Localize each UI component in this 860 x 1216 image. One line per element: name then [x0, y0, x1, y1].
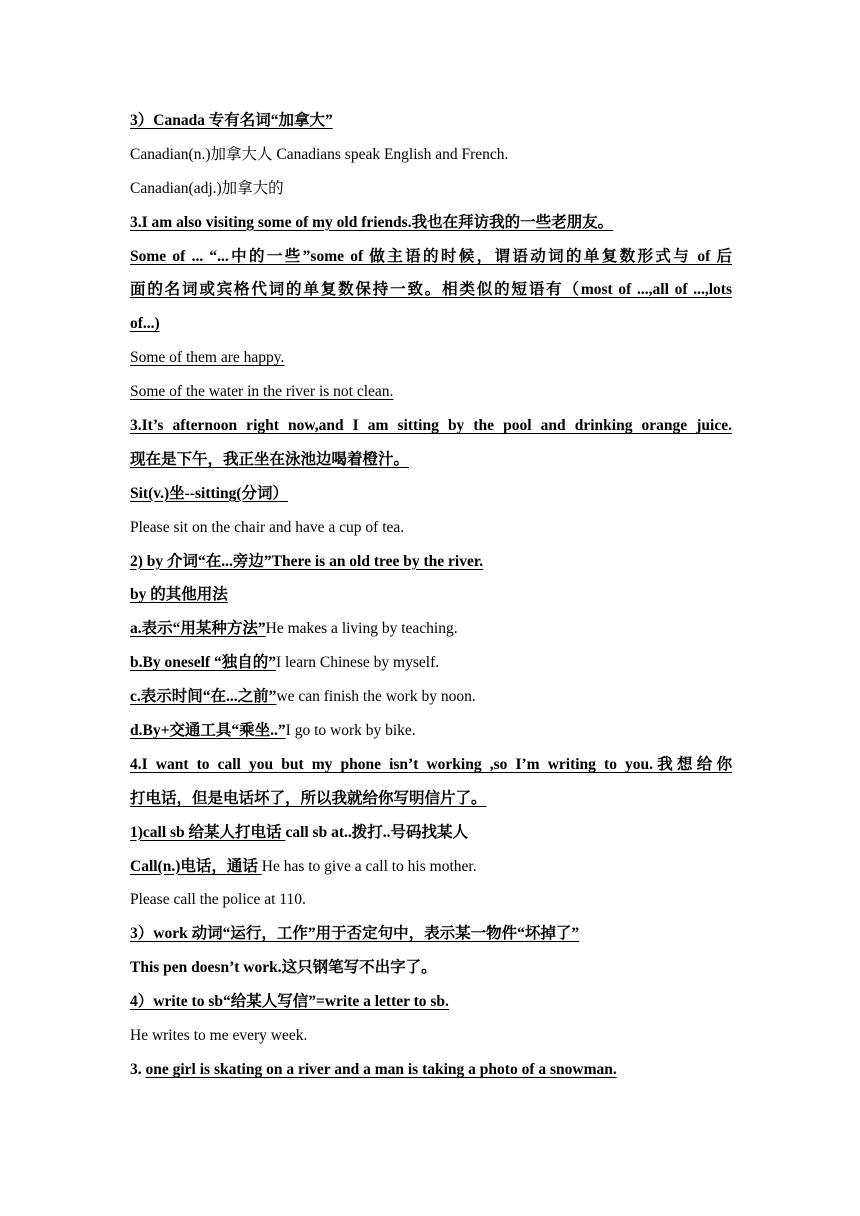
- text-run: 3）work 动词“运行，工作”用于否定句中，表示某一物件“坏掉了”: [130, 925, 580, 943]
- text-line: [130, 307, 732, 341]
- text-run: 1)call sb 给某人打电话: [130, 823, 286, 841]
- text-run: c.表示时间“在...之前”: [130, 688, 277, 706]
- text-run: Call(n.)电话，通话: [130, 857, 262, 875]
- text-run: This pen doesn’t work.这只钢笔写不出字了。: [130, 959, 437, 977]
- text-run: a.表示“用某种方法”: [130, 620, 266, 638]
- text-line: [130, 409, 732, 443]
- text-run: 现在是下午，我正坐在泳池边喝着橙汁。: [130, 450, 410, 468]
- text-run: He makes a living by teaching.: [265, 620, 458, 638]
- text-run: He writes to me every week.: [130, 1027, 308, 1045]
- text-run: Please sit on the chair and have a cup of tea.: [130, 518, 405, 536]
- text-run: 2) by 介词“在...旁边”There is an old tree by the river.: [130, 552, 484, 570]
- text-line: [130, 816, 732, 850]
- text-run: I learn Chinese by myself.: [275, 654, 440, 672]
- text-line: [130, 578, 732, 612]
- text-run: Some of them are happy.: [130, 349, 285, 367]
- text-line: [130, 917, 732, 951]
- text-run: 3.: [130, 1060, 146, 1078]
- text-line: [130, 206, 732, 240]
- text-line: [130, 511, 732, 545]
- text-line: [130, 850, 732, 884]
- text-run: d.By+交通工具“乘坐..”: [130, 722, 286, 740]
- text-run: Please call the police at 110.: [130, 891, 306, 909]
- text-line: [130, 985, 732, 1019]
- document-body: [130, 104, 732, 1087]
- text-line: [130, 646, 732, 680]
- text-line: [130, 477, 732, 511]
- text-run: Some of ... “...中的一些”some of 做主语的时候，谓语动词的单复数形式与 of 后: [130, 247, 732, 265]
- text-run: 4.I want to call you but my phone isn’t working ,so I’m writing to you.我想给你: [130, 755, 732, 773]
- text-run: Canadian(adj.)加拿大的: [130, 179, 284, 197]
- text-run: b.By oneself “独自的”: [130, 654, 276, 672]
- text-line: [130, 1019, 732, 1053]
- text-run: 3）Canada 专有名词“加拿大”: [130, 112, 333, 129]
- text-line: [130, 172, 732, 206]
- text-run: call sb at..拨打..号码找某人: [285, 823, 468, 841]
- text-run: by 的其他用法: [130, 586, 228, 604]
- text-run: 面的名词或宾格代词的单复数保持一致。相类似的短语有（most of ...,all of ...,lots: [130, 281, 732, 299]
- text-run: I go to work by bike.: [285, 722, 416, 740]
- text-line: [130, 680, 732, 714]
- text-line: [130, 782, 732, 816]
- text-line: [130, 951, 732, 985]
- text-line: [130, 883, 732, 917]
- text-run: Canadian(n.)加拿大人 Canadians speak English and French.: [130, 145, 509, 163]
- text-run: one girl is skating on a river and a man is taking a photo of a snowman.: [145, 1060, 617, 1078]
- text-line: [130, 375, 732, 409]
- text-run: Some of the water in the river is not clean.: [130, 383, 394, 401]
- text-run: Sit(v.)坐--sitting(分词）: [130, 484, 289, 502]
- text-run: 打电话，但是电话坏了，所以我就给你写明信片了。: [130, 789, 487, 807]
- text-run: He has to give a call to his mother.: [261, 857, 477, 875]
- text-run: 3.I am also visiting some of my old friends.我也在拜访我的一些老朋友。: [130, 213, 614, 231]
- text-line: [130, 1053, 732, 1087]
- text-run: 4）write to sb“给某人写信”=write a letter to sb.: [130, 993, 449, 1011]
- text-line: [130, 545, 732, 579]
- text-line: [130, 748, 732, 782]
- text-line: [130, 138, 732, 172]
- text-line: [130, 612, 732, 646]
- text-line: [130, 341, 732, 375]
- text-line: [130, 104, 732, 138]
- text-run: of...): [130, 315, 160, 333]
- text-line: [130, 240, 732, 274]
- text-run: 3.It’s afternoon right now,and I am sitting by the pool and drinking orange juice.: [130, 417, 732, 435]
- text-line: [130, 273, 732, 307]
- text-run: we can finish the work by noon.: [276, 688, 476, 706]
- text-line: [130, 714, 732, 748]
- text-line: [130, 443, 732, 477]
